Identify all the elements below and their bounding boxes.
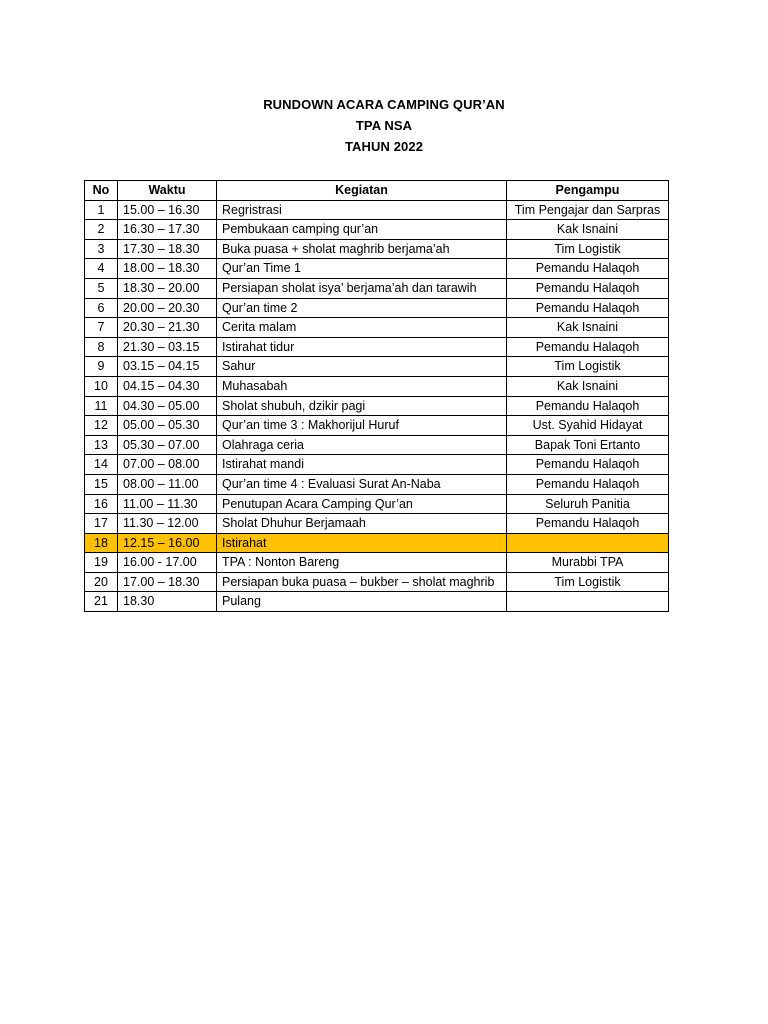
- cell-time: 11.30 – 12.00: [118, 514, 217, 534]
- cell-activity: Istirahat: [217, 533, 507, 553]
- cell-activity: Muhasabah: [217, 376, 507, 396]
- cell-time: 16.30 – 17.30: [118, 220, 217, 240]
- cell-activity: Sholat shubuh, dzikir pagi: [217, 396, 507, 416]
- cell-no: 4: [85, 259, 118, 279]
- cell-activity: Cerita malam: [217, 318, 507, 338]
- table-row: [85, 435, 669, 455]
- cell-pic: [507, 533, 669, 553]
- header-no: No: [85, 181, 118, 201]
- cell-time: 20.30 – 21.30: [118, 318, 217, 338]
- cell-no: 21: [85, 592, 118, 612]
- cell-pic: Tim Logistik: [507, 572, 669, 592]
- cell-pic: Seluruh Panitia: [507, 494, 669, 514]
- table-row: [85, 514, 669, 534]
- cell-pic: Kak Isnaini: [507, 376, 669, 396]
- cell-no: 19: [85, 553, 118, 573]
- cell-time: 15.00 – 16.30: [118, 200, 217, 220]
- table-row: [85, 337, 669, 357]
- cell-time: 04.30 – 05.00: [118, 396, 217, 416]
- cell-pic: Pemandu Halaqoh: [507, 474, 669, 494]
- cell-no: 11: [85, 396, 118, 416]
- cell-activity: Buka puasa + sholat maghrib berjama’ah: [217, 239, 507, 259]
- cell-no: 1: [85, 200, 118, 220]
- cell-no: 9: [85, 357, 118, 377]
- cell-pic: [507, 592, 669, 612]
- cell-no: 6: [85, 298, 118, 318]
- cell-pic: Pemandu Halaqoh: [507, 278, 669, 298]
- cell-activity: Istirahat tidur: [217, 337, 507, 357]
- cell-time: 12.15 – 16.00: [118, 533, 217, 553]
- cell-no: 13: [85, 435, 118, 455]
- title-line-3: TAHUN 2022: [344, 139, 424, 154]
- table-body: [85, 200, 669, 611]
- cell-time: 16.00 - 17.00: [118, 553, 217, 573]
- cell-no: 7: [85, 318, 118, 338]
- cell-no: 20: [85, 572, 118, 592]
- cell-time: 08.00 – 11.00: [118, 474, 217, 494]
- table-row: [85, 494, 669, 514]
- cell-time: 18.30 – 20.00: [118, 278, 217, 298]
- cell-pic: Tim Logistik: [507, 357, 669, 377]
- cell-no: 16: [85, 494, 118, 514]
- table-row: [85, 220, 669, 240]
- cell-pic: Ust. Syahid Hidayat: [507, 416, 669, 436]
- cell-time: 20.00 – 20.30: [118, 298, 217, 318]
- cell-no: 12: [85, 416, 118, 436]
- cell-activity: Istirahat mandi: [217, 455, 507, 475]
- cell-pic: Kak Isnaini: [507, 318, 669, 338]
- cell-time: 05.00 – 05.30: [118, 416, 217, 436]
- cell-activity: Sholat Dhuhur Berjamaah: [217, 514, 507, 534]
- table-row: [85, 455, 669, 475]
- cell-pic: Tim Logistik: [507, 239, 669, 259]
- rundown-table: [84, 180, 669, 612]
- cell-pic: Kak Isnaini: [507, 220, 669, 240]
- cell-pic: Pemandu Halaqoh: [507, 337, 669, 357]
- table-row: [85, 278, 669, 298]
- cell-time: 05.30 – 07.00: [118, 435, 217, 455]
- document-title: [0, 94, 768, 157]
- cell-activity: Sahur: [217, 357, 507, 377]
- cell-no: 3: [85, 239, 118, 259]
- table-row: [85, 592, 669, 612]
- cell-time: 21.30 – 03.15: [118, 337, 217, 357]
- cell-activity: Persiapan buka puasa – bukber – sholat maghrib: [217, 572, 507, 592]
- header-pic: Pengampu: [507, 181, 669, 201]
- cell-activity: Olahraga ceria: [217, 435, 507, 455]
- cell-pic: Pemandu Halaqoh: [507, 455, 669, 475]
- table-row: [85, 357, 669, 377]
- cell-time: 18.30: [118, 592, 217, 612]
- cell-activity: Regristrasi: [217, 200, 507, 220]
- cell-no: 15: [85, 474, 118, 494]
- cell-no: 5: [85, 278, 118, 298]
- cell-no: 10: [85, 376, 118, 396]
- cell-activity: Pulang: [217, 592, 507, 612]
- cell-no: 17: [85, 514, 118, 534]
- table-row: [85, 416, 669, 436]
- title-line-2: TPA NSA: [355, 118, 413, 133]
- cell-time: 17.30 – 18.30: [118, 239, 217, 259]
- cell-pic: Pemandu Halaqoh: [507, 298, 669, 318]
- header-activity: Kegiatan: [217, 181, 507, 201]
- cell-activity: Persiapan sholat isya’ berjama’ah dan tarawih: [217, 278, 507, 298]
- cell-activity: Qur’an time 3 : Makhorijul Huruf: [217, 416, 507, 436]
- cell-time: 07.00 – 08.00: [118, 455, 217, 475]
- table-row: [85, 239, 669, 259]
- table-row: [85, 474, 669, 494]
- table-row: [85, 553, 669, 573]
- cell-time: 11.00 – 11.30: [118, 494, 217, 514]
- cell-pic: Pemandu Halaqoh: [507, 514, 669, 534]
- cell-no: 14: [85, 455, 118, 475]
- table-row: [85, 318, 669, 338]
- table-row: [85, 533, 669, 553]
- cell-pic: Pemandu Halaqoh: [507, 259, 669, 279]
- table-row: [85, 376, 669, 396]
- cell-pic: Murabbi TPA: [507, 553, 669, 573]
- title-line-1: RUNDOWN ACARA CAMPING QUR’AN: [263, 97, 505, 112]
- table-row: [85, 200, 669, 220]
- table-row: [85, 298, 669, 318]
- header-time: Waktu: [118, 181, 217, 201]
- cell-time: 17.00 – 18.30: [118, 572, 217, 592]
- cell-activity: Qur’an time 4 : Evaluasi Surat An-Naba: [217, 474, 507, 494]
- cell-pic: Pemandu Halaqoh: [507, 396, 669, 416]
- cell-no: 2: [85, 220, 118, 240]
- table-row: [85, 396, 669, 416]
- cell-pic: Tim Pengajar dan Sarpras: [507, 200, 669, 220]
- cell-activity: TPA : Nonton Bareng: [217, 553, 507, 573]
- cell-activity: Qur’an Time 1: [217, 259, 507, 279]
- cell-no: 18: [85, 533, 118, 553]
- cell-activity: Penutupan Acara Camping Qur’an: [217, 494, 507, 514]
- cell-time: 18.00 – 18.30: [118, 259, 217, 279]
- cell-time: 04.15 – 04.30: [118, 376, 217, 396]
- cell-no: 8: [85, 337, 118, 357]
- cell-activity: Pembukaan camping qur’an: [217, 220, 507, 240]
- cell-pic: Bapak Toni Ertanto: [507, 435, 669, 455]
- table-header-row: [85, 181, 669, 201]
- cell-time: 03.15 – 04.15: [118, 357, 217, 377]
- table-row: [85, 572, 669, 592]
- cell-activity: Qur’an time 2: [217, 298, 507, 318]
- table-row: [85, 259, 669, 279]
